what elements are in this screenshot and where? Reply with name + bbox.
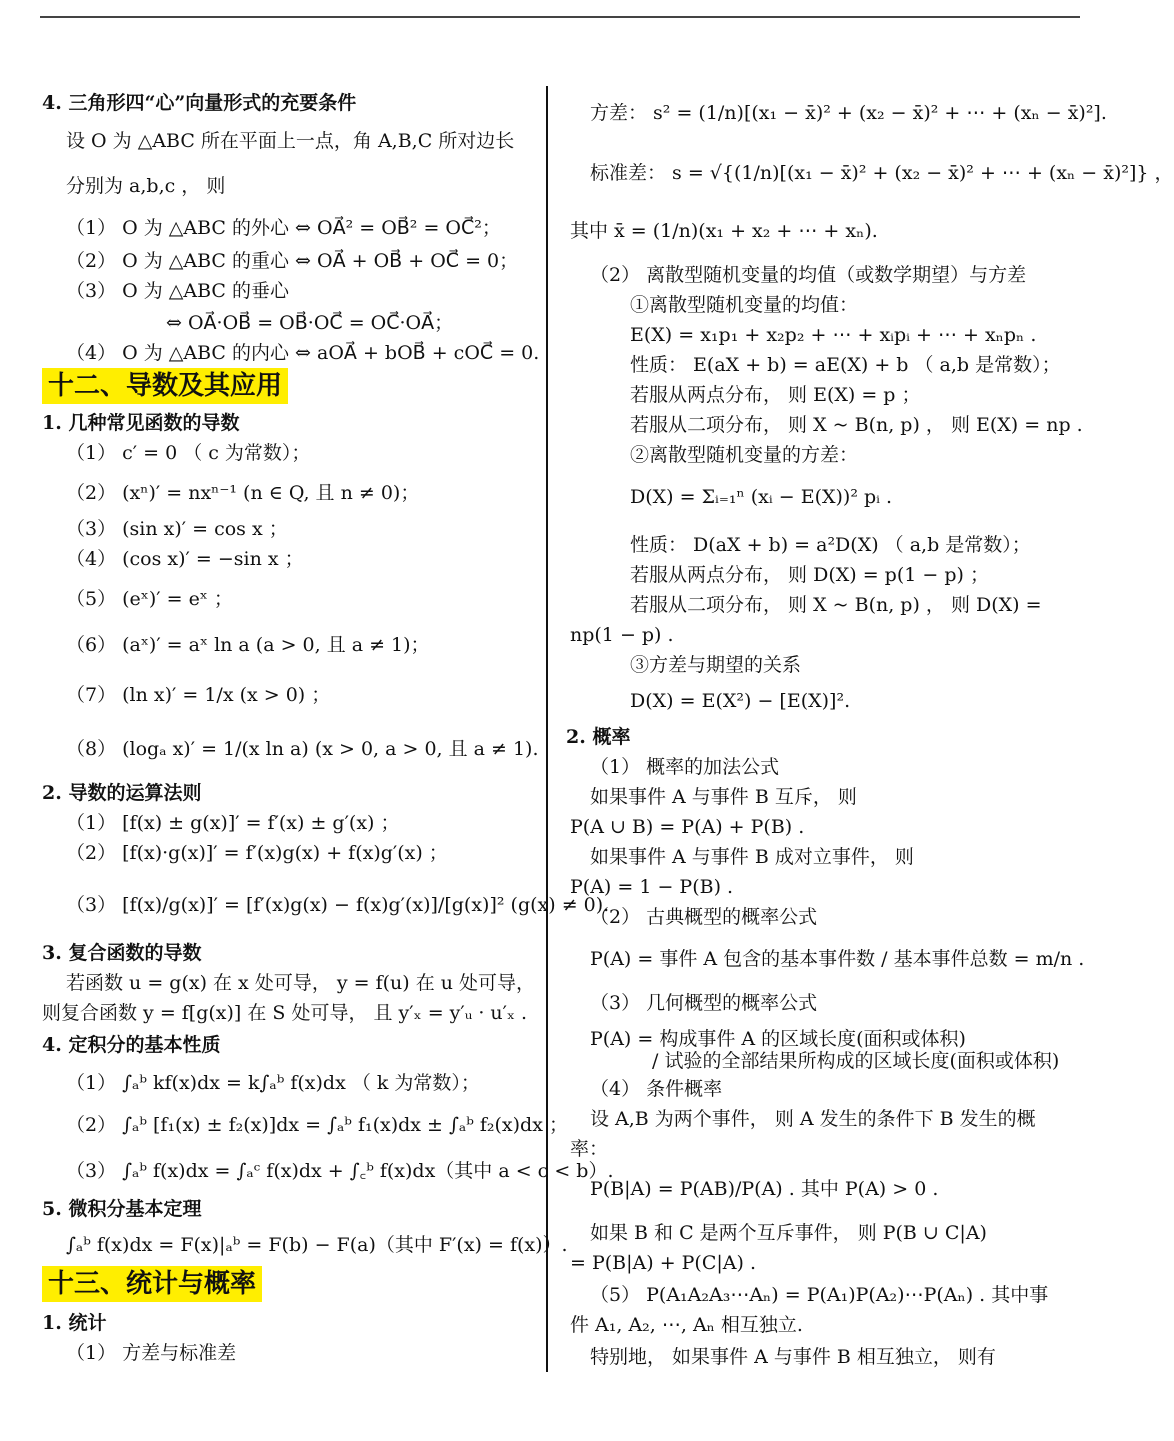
text-line: 若服从二项分布， 则 X ~ B(n, p) ， 则 E(X) = np . (630, 414, 1083, 436)
text-line: （2） O 为 △ABC 的重心 ⇔ OA⃗ + OB⃗ + OC⃗ = 0； (66, 250, 519, 272)
text-line: 性质： E(aX + b) = aE(X) + b （ a,b 是常数）； (630, 354, 1061, 376)
text-line: ①离散型随机变量的均值： (630, 294, 859, 316)
section-heading: 十三、统计与概率 (42, 1266, 262, 1302)
text-line: E(X) = x₁p₁ + x₂p₂ + ⋯ + xᵢpᵢ + ⋯ + xₙpₙ . (630, 324, 1037, 346)
text-line: （4） (cos x)′ = −sin x ； (66, 548, 304, 570)
text-line: （7） (ln x)′ = 1/x (x > 0) ； (66, 684, 331, 706)
text-line: P(A) = 1 − P(B) . (570, 876, 734, 898)
text-line: （2） (xⁿ)′ = nxⁿ⁻¹ (n ∈ Q, 且 n ≠ 0)； (66, 482, 420, 504)
text-line: 如果 B 和 C 是两个互斥事件， 则 P(B ∪ C|A) (590, 1222, 987, 1244)
text-line: P(B|A) = P(AB)/P(A) . 其中 P(A) > 0 . (590, 1178, 939, 1200)
text-line: （3） O 为 △ABC 的垂心 (66, 280, 290, 302)
text-line: D(X) = Σᵢ₌₁ⁿ (xᵢ − E(X))² pᵢ . (630, 486, 893, 508)
text-line: P(A ∪ B) = P(A) + P(B) . (570, 816, 805, 838)
text-line: （1） 方差与标准差 (66, 1342, 237, 1364)
text-line: 设 O 为 △ABC 所在平面上一点，角 A,B,C 所对边长 (66, 130, 515, 152)
text-line: ②离散型随机变量的方差： (630, 444, 859, 466)
text-line: 特别地， 如果事件 A 与事件 B 相互独立， 则有 (590, 1346, 996, 1368)
text-line: / 试验的全部结果所构成的区域长度(面积或体积) (652, 1050, 1060, 1072)
text-line: （1） ∫ₐᵇ kf(x)dx = k∫ₐᵇ f(x)dx （ k 为常数）； (66, 1072, 480, 1094)
text-line: （1） [f(x) ± g(x)]′ = f′(x) ± g′(x) ； (66, 812, 400, 834)
text-line: （1） c′ = 0 （ c 为常数）； (66, 442, 311, 464)
text-line: 方差： s² = (1/n)[(x₁ − x̄)² + (x₂ − x̄)² + ⋯ + (xₙ − x̄)²]. (590, 102, 1107, 124)
text-line: （4） O 为 △ABC 的内心 ⇔ aOA⃗ + bOB⃗ + cOC⃗ = 0. (66, 342, 540, 364)
text-line: P(A) = 构成事件 A 的区域长度(面积或体积) (590, 1028, 966, 1050)
text-line: ∫ₐᵇ f(x)dx = F(x)|ₐᵇ = F(b) − F(a)（其中 F′(x) = f(x)）. (66, 1234, 568, 1256)
page-top-rule (40, 16, 1080, 18)
text-line: 分别为 a,b,c ， 则 (66, 175, 226, 197)
text-line: 若服从二项分布， 则 X ~ B(n, p) ， 则 D(X) = (630, 594, 1042, 616)
text-line: 1. 几种常见函数的导数 (42, 412, 240, 434)
text-line: （5） (eˣ)′ = eˣ ； (66, 588, 233, 610)
text-line: 4. 三角形四“心”向量形式的充要条件 (42, 92, 357, 114)
text-line: 2. 导数的运算法则 (42, 782, 202, 804)
text-line: D(X) = E(X²) − [E(X)]². (630, 690, 851, 712)
text-line: （3） [f(x)/g(x)]′ = [f′(x)g(x) − f(x)g′(x)]/[g(x)]² (g(x) ≠ 0). (66, 894, 610, 916)
text-line: （1） O 为 △ABC 的外心 ⇔ OA⃗² = OB⃗² = OC⃗²； (66, 217, 501, 239)
text-line: ⇔ OA⃗·OB⃗ = OB⃗·OC⃗ = OC⃗·OA⃗； (166, 312, 454, 334)
text-line: 设 A,B 为两个事件， 则 A 发生的条件下 B 发生的概 (590, 1108, 1036, 1130)
section-heading: 十二、导数及其应用 (42, 368, 288, 404)
text-line: 则复合函数 y = f[g(x)] 在 S 处可导， 且 y′ₓ = y′ᵤ · u′ₓ . (42, 1002, 528, 1024)
text-line: 2. 概率 (566, 726, 631, 748)
text-line: 率： (570, 1138, 609, 1160)
text-line: （2） 古典概型的概率公式 (590, 906, 818, 928)
text-line: 件 A₁, A₂, ⋯, Aₙ 相互独立. (570, 1314, 803, 1336)
text-line: = P(B|A) + P(C|A) . (570, 1252, 757, 1274)
text-line: （2） 离散型随机变量的均值（或数学期望）与方差 (590, 264, 1027, 286)
text-line: 其中 x̄ = (1/n)(x₁ + x₂ + ⋯ + xₙ). (570, 220, 878, 242)
text-line: （8） (logₐ x)′ = 1/(x ln a) (x > 0, a > 0, 且 a ≠ 1). (66, 738, 539, 760)
text-line: 如果事件 A 与事件 B 成对立事件， 则 (590, 846, 914, 868)
text-line: 标准差： s = √{(1/n)[(x₁ − x̄)² + (x₂ − x̄)² + ⋯ + (xₙ − x̄)²]} ， (590, 162, 1174, 184)
text-line: （1） 概率的加法公式 (590, 756, 780, 778)
text-line: （2） [f(x)·g(x)]′ = f′(x)g(x) + f(x)g′(x) ； (66, 842, 448, 864)
text-line: 若服从两点分布， 则 D(X) = p(1 − p) ； (630, 564, 989, 586)
text-line: （5） P(A₁A₂A₃⋯Aₙ) = P(A₁)P(A₂)⋯P(Aₙ) . 其中事 (590, 1284, 1049, 1306)
text-line: 若服从两点分布， 则 E(X) = p ； (630, 384, 921, 406)
text-line: （3） ∫ₐᵇ f(x)dx = ∫ₐᶜ f(x)dx + ∫꜀ᵇ f(x)dx（其中 a < c < b）. (66, 1160, 614, 1182)
text-line: （3） (sin x)′ = cos x ； (66, 518, 288, 540)
text-line: （2） ∫ₐᵇ [f₁(x) ± f₂(x)]dx = ∫ₐᵇ f₁(x)dx ± ∫ₐᵇ f₂(x)dx ； (66, 1114, 568, 1136)
text-line: 性质： D(aX + b) = a²D(X) （ a,b 是常数）； (630, 534, 1031, 556)
text-line: （3） 几何概型的概率公式 (590, 992, 818, 1014)
text-line: P(A) = 事件 A 包含的基本事件数 / 基本事件总数 = m/n . (590, 948, 1085, 970)
text-line: 1. 统计 (42, 1312, 107, 1334)
text-line: 如果事件 A 与事件 B 互斥， 则 (590, 786, 857, 808)
text-line: 若函数 u = g(x) 在 x 处可导， y = f(u) 在 u 处可导， (66, 972, 536, 994)
text-line: 5. 微积分基本定理 (42, 1198, 202, 1220)
text-line: ③方差与期望的关系 (630, 654, 802, 676)
text-line: np(1 − p) . (570, 624, 674, 646)
text-line: 3. 复合函数的导数 (42, 942, 202, 964)
text-line: （4） 条件概率 (590, 1078, 723, 1100)
text-line: （6） (aˣ)′ = aˣ ln a (a > 0, 且 a ≠ 1)； (66, 634, 430, 656)
text-line: 4. 定积分的基本性质 (42, 1034, 221, 1056)
